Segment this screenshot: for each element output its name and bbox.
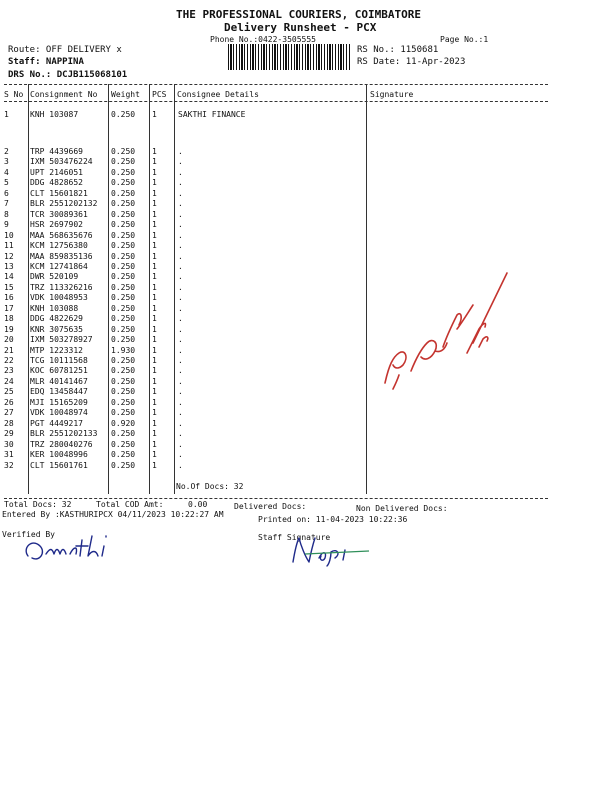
sno: 29 — [4, 429, 14, 439]
consignee-details: . — [178, 272, 183, 282]
weight: 0.250 — [111, 397, 136, 407]
consignment-number: KNH 103087 — [30, 110, 79, 119]
handwritten-receiver-signature — [375, 265, 525, 395]
pcs: 1 — [152, 272, 157, 282]
sno: 8 — [4, 209, 9, 219]
pcs: 1 — [152, 376, 157, 386]
consignment-number: IXM 503278927 — [30, 335, 93, 345]
pcs: 1 — [152, 366, 157, 376]
column-divider — [28, 84, 29, 494]
sno: 26 — [4, 397, 14, 407]
consignment-number: KNH 103088 — [30, 303, 79, 313]
consignee-details: . — [178, 251, 183, 261]
pcs: 1 — [152, 230, 157, 240]
consignee-details: . — [178, 220, 183, 230]
weight: 0.250 — [111, 387, 136, 397]
consignment-number: MLR 40141467 — [30, 376, 88, 386]
weight: 0.250 — [111, 157, 136, 167]
consignment-number: MAA 568635676 — [30, 230, 93, 240]
weight: 0.250 — [111, 199, 136, 209]
consignment-number: UPT 2146051 — [30, 167, 83, 177]
weight: 0.250 — [111, 272, 136, 282]
sno: 19 — [4, 324, 14, 334]
consignee-details: . — [178, 376, 183, 386]
consignment-number: EDQ 13458447 — [30, 387, 88, 397]
weight: 0.250 — [111, 335, 136, 345]
consignment-number: MTP 1223312 — [30, 345, 83, 355]
sno: 9 — [4, 220, 9, 230]
weight: 0.250 — [111, 324, 136, 334]
pcs: 1 — [152, 110, 157, 119]
consignment-number: DDG 4822629 — [30, 314, 83, 324]
consignee-details: . — [178, 460, 183, 470]
consignment-number: DDG 4828652 — [30, 178, 83, 188]
consignee-details: . — [178, 178, 183, 188]
sno: 14 — [4, 272, 14, 282]
non-delivered-docs: Non Delivered Docs: — [356, 504, 448, 513]
verified-by-label: Verified By — [2, 530, 55, 539]
consignment-number: VDK 10048953 — [30, 293, 88, 303]
route-label: Route: OFF DELIVERY x — [8, 45, 122, 55]
consignment-number: KNR 3075635 — [30, 324, 83, 334]
sno: 20 — [4, 335, 14, 345]
sno: 18 — [4, 314, 14, 324]
consignee-details: . — [178, 408, 183, 418]
consignee-details: . — [178, 418, 183, 428]
sno: 16 — [4, 293, 14, 303]
sno: 21 — [4, 345, 14, 355]
sno: 1 — [4, 110, 9, 119]
column-divider — [108, 84, 109, 494]
consignee-details: . — [178, 147, 183, 156]
pcs: 1 — [152, 261, 157, 271]
consignee-details: . — [178, 188, 183, 198]
sno: 3 — [4, 157, 9, 167]
pcs: 1 — [152, 429, 157, 439]
sno: 31 — [4, 450, 14, 460]
consignee-details: . — [178, 157, 183, 167]
pcs: 1 — [152, 450, 157, 460]
consignee-details: . — [178, 303, 183, 313]
weight: 0.250 — [111, 110, 136, 119]
sno: 17 — [4, 303, 14, 313]
consignment-number: TRZ 113326216 — [30, 282, 93, 292]
consignee-details: . — [178, 261, 183, 271]
pcs: 1 — [152, 282, 157, 292]
consignment-number: KOC 60781251 — [30, 366, 88, 376]
consignee-details: . — [178, 167, 183, 177]
rs-number: RS No.: 1150681 — [357, 45, 439, 55]
weight: 0.250 — [111, 167, 136, 177]
company-name: THE PROFESSIONAL COURIERS, COIMBATORE — [176, 8, 422, 21]
barcode — [228, 44, 350, 70]
weight: 1.930 — [111, 345, 136, 355]
sno: 6 — [4, 188, 9, 198]
sno: 24 — [4, 376, 14, 386]
entered-by: Entered By :KASTHURIPCX 04/11/2023 10:22:27 AM — [2, 510, 224, 519]
handwritten-verifier-signature — [18, 528, 138, 568]
consignee-details: . — [178, 335, 183, 345]
consignment-number: IXM 503476224 — [30, 157, 93, 167]
pcs: 1 — [152, 167, 157, 177]
consignee-details: . — [178, 324, 183, 334]
sno: 5 — [4, 178, 9, 188]
pcs: 1 — [152, 314, 157, 324]
pcs: 1 — [152, 241, 157, 251]
consignment-number: TRP 4439669 — [30, 147, 83, 156]
consignee-details: . — [178, 282, 183, 292]
consignment-number: CLT 15601821 — [30, 188, 88, 198]
header-sno: S No — [4, 90, 24, 99]
consignee-details: . — [178, 439, 183, 449]
page-number: Page No.:1 — [440, 35, 489, 44]
consignment-number: TCG 10111568 — [30, 356, 88, 365]
consignment-number: CLT 15601761 — [30, 460, 88, 470]
header-consignment: Consignment No — [30, 90, 98, 99]
sno: 25 — [4, 387, 14, 397]
table-header-rule — [4, 101, 548, 102]
consignee-details: . — [178, 450, 183, 460]
sno: 32 — [4, 460, 14, 470]
weight: 0.250 — [111, 366, 136, 376]
consignment-number: KCM 12756380 — [30, 241, 88, 251]
consignment-number: MAA 859835136 — [30, 251, 93, 261]
rs-date: RS Date: 11-Apr-2023 — [357, 57, 466, 67]
weight: 0.250 — [111, 261, 136, 271]
consignee-details: . — [178, 230, 183, 240]
weight: 0.250 — [111, 251, 136, 261]
pcs: 1 — [152, 397, 157, 407]
consignee-details: . — [178, 199, 183, 209]
weight: 0.250 — [111, 293, 136, 303]
consignment-number: DWR 520109 — [30, 272, 79, 282]
sno: 23 — [4, 366, 14, 376]
sno: 7 — [4, 199, 9, 209]
consignee-details: . — [178, 387, 183, 397]
pcs: 1 — [152, 324, 157, 334]
pcs: 1 — [152, 188, 157, 198]
pcs: 1 — [152, 147, 157, 156]
printed-on: Printed on: 11-04-2023 10:22:36 — [258, 515, 408, 524]
pcs: 1 — [152, 460, 157, 470]
weight: 0.250 — [111, 460, 136, 470]
column-divider — [174, 84, 175, 494]
consignment-number: HSR 2697902 — [30, 220, 83, 230]
header-signature: Signature — [370, 90, 414, 99]
drs-number: DRS No.: DCJB115068101 — [8, 70, 128, 80]
table-bottom-rule — [4, 498, 548, 499]
weight: 0.250 — [111, 314, 136, 324]
pcs: 1 — [152, 199, 157, 209]
weight: 0.250 — [111, 450, 136, 460]
handwritten-staff-signature — [265, 532, 375, 568]
sno: 12 — [4, 251, 14, 261]
pcs: 1 — [152, 335, 157, 345]
consignment-number: TRZ 280040276 — [30, 439, 93, 449]
sno: 13 — [4, 261, 14, 271]
consignee-details: . — [178, 345, 183, 355]
weight: 0.250 — [111, 241, 136, 251]
consignee-details: . — [178, 397, 183, 407]
total-cod-value: 0.00 — [188, 500, 208, 509]
pcs: 1 — [152, 387, 157, 397]
weight: 0.250 — [111, 220, 136, 230]
consignment-number: MJI 15165209 — [30, 397, 88, 407]
column-divider — [149, 84, 150, 494]
consignment-number: BLR 2551202133 — [30, 429, 98, 439]
document-title: Delivery Runsheet - PCX — [224, 21, 377, 34]
header-consignee: Consignee Details — [177, 90, 259, 99]
consignment-number: KCM 12741864 — [30, 261, 88, 271]
weight: 0.250 — [111, 356, 136, 365]
total-docs: Total Docs: 32 — [4, 500, 72, 509]
pcs: 1 — [152, 251, 157, 261]
consignee-details: . — [178, 314, 183, 324]
header-pcs: PCS — [152, 90, 167, 99]
staff-label: Staff: NAPPINA — [8, 57, 84, 67]
pcs: 1 — [152, 418, 157, 428]
sno: 22 — [4, 356, 14, 365]
consignee-details: . — [178, 356, 183, 365]
pcs: 1 — [152, 220, 157, 230]
weight: 0.250 — [111, 408, 136, 418]
staff-signature-label: Staff Signature — [258, 533, 331, 542]
sno: 4 — [4, 167, 9, 177]
weight: 0.250 — [111, 376, 136, 386]
header-weight: Weight — [111, 90, 140, 99]
total-cod-label: Total COD Amt: — [96, 500, 164, 509]
pcs: 1 — [152, 439, 157, 449]
weight: 0.250 — [111, 209, 136, 219]
sno: 28 — [4, 418, 14, 428]
consignee-details: . — [178, 429, 183, 439]
weight: 0.250 — [111, 230, 136, 240]
no-of-docs: No.Of Docs: 32 — [176, 482, 244, 491]
consignee-details: SAKTHI FINANCE — [178, 110, 246, 119]
pcs: 1 — [152, 345, 157, 355]
sno: 30 — [4, 439, 14, 449]
sno: 27 — [4, 408, 14, 418]
consignee-details: . — [178, 293, 183, 303]
consignment-number: BLR 2551202132 — [30, 199, 98, 209]
pcs: 1 — [152, 157, 157, 167]
pcs: 1 — [152, 293, 157, 303]
weight: 0.250 — [111, 303, 136, 313]
sno: 11 — [4, 241, 14, 251]
delivered-docs: Delivered Docs: — [234, 502, 307, 511]
pcs: 1 — [152, 178, 157, 188]
weight: 0.250 — [111, 188, 136, 198]
consignment-number: TCR 30089361 — [30, 209, 88, 219]
weight: 0.250 — [111, 439, 136, 449]
consignment-number: KER 10048996 — [30, 450, 88, 460]
sno: 2 — [4, 147, 9, 156]
pcs: 1 — [152, 303, 157, 313]
weight: 0.250 — [111, 429, 136, 439]
consignee-details: . — [178, 366, 183, 376]
sno: 15 — [4, 282, 14, 292]
phone-number: Phone No.:0422-3505555 — [210, 35, 316, 44]
table-top-rule — [4, 84, 548, 85]
weight: 0.920 — [111, 418, 136, 428]
consignee-details: . — [178, 241, 183, 251]
pcs: 1 — [152, 356, 157, 365]
weight: 0.250 — [111, 282, 136, 292]
pcs: 1 — [152, 209, 157, 219]
pcs: 1 — [152, 408, 157, 418]
sno: 10 — [4, 230, 14, 240]
consignment-number: PGT 4449217 — [30, 418, 83, 428]
weight: 0.250 — [111, 178, 136, 188]
weight: 0.250 — [111, 147, 136, 156]
consignment-number: VDK 10048974 — [30, 408, 88, 418]
consignee-details: . — [178, 209, 183, 219]
column-divider — [366, 84, 367, 494]
